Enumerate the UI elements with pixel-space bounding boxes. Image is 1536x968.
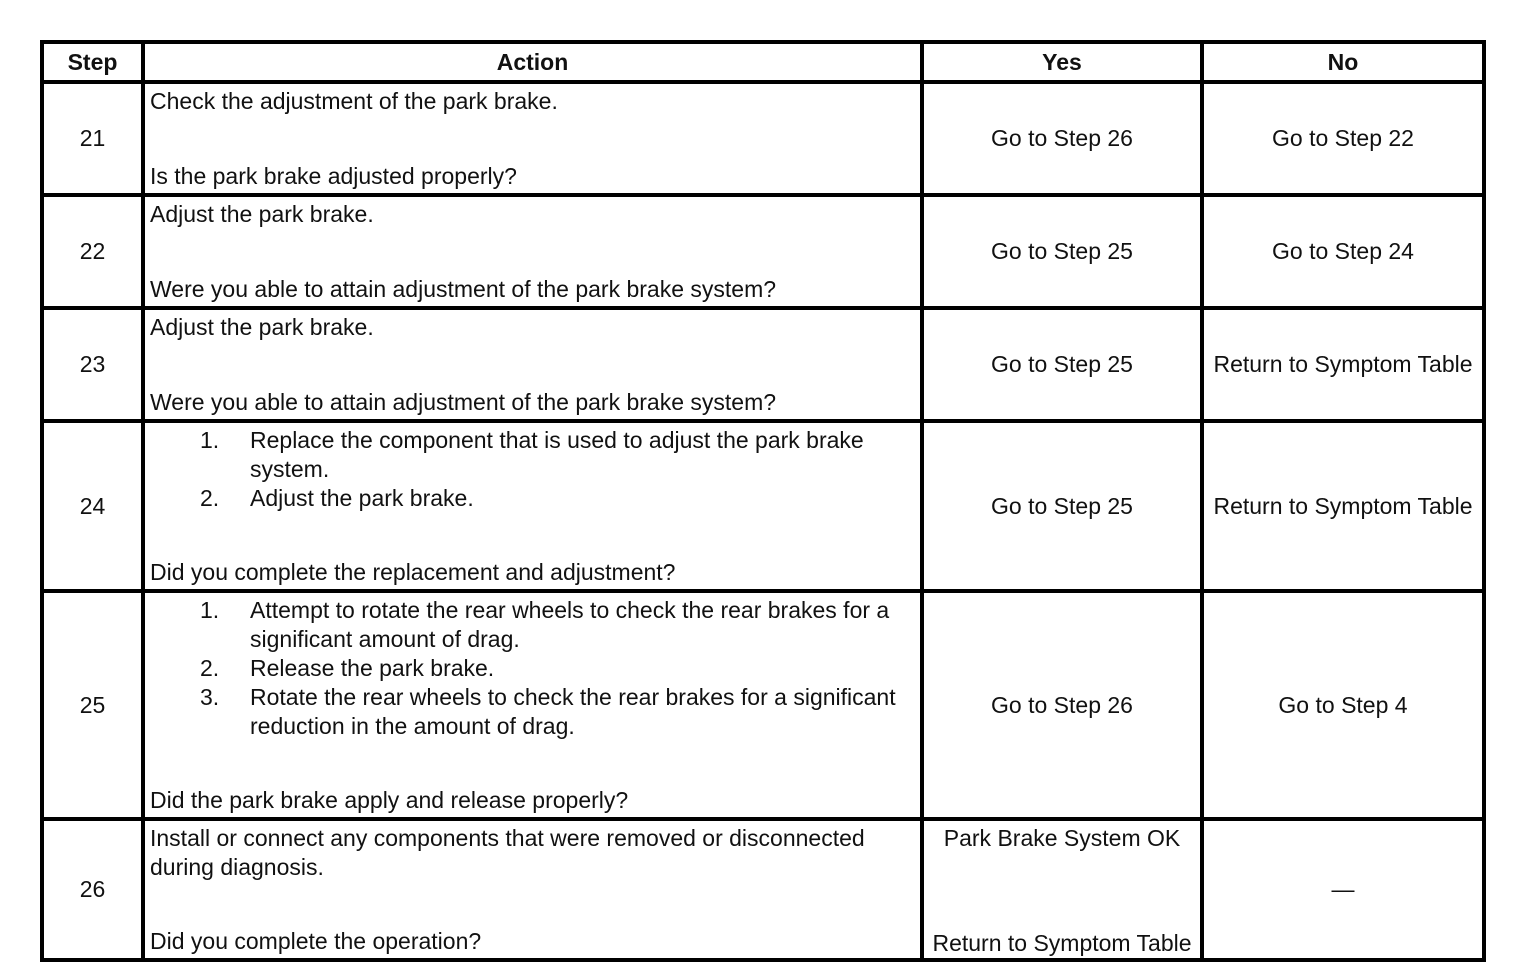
header-row	[42, 42, 1484, 82]
list-text: Rotate the rear wheels to check the rear brakes for a significant reduction in the amount of drag.	[250, 684, 896, 739]
action-cell	[143, 82, 922, 195]
header-step: Step	[42, 42, 143, 82]
no-result: Return to Symptom Table	[1202, 421, 1484, 591]
yes-result: Go to Step 25	[922, 421, 1202, 591]
list-text: Release the park brake.	[250, 655, 495, 681]
no-result: Go to Step 24	[1202, 195, 1484, 308]
table-row	[42, 421, 1484, 591]
yes-result: Go to Step 26	[922, 591, 1202, 819]
list-number: 1.	[200, 597, 220, 623]
table-row	[42, 195, 1484, 308]
step-number: 21	[42, 82, 143, 195]
yes-result: Go to Step 25	[922, 195, 1202, 308]
action-steps-list	[150, 426, 916, 513]
action-text: Check the adjustment of the park brake.	[150, 88, 558, 114]
step-number: 24	[42, 421, 143, 591]
list-item	[150, 654, 916, 683]
action-question: Were you able to attain adjustment of the park brake system?	[150, 389, 777, 415]
list-text: Replace the component that is used to adjust the park brake system.	[250, 427, 864, 482]
action-question: Is the park brake adjusted properly?	[150, 163, 517, 189]
action-text: Adjust the park brake.	[150, 201, 374, 227]
header-no: No	[1202, 42, 1484, 82]
action-cell	[143, 421, 922, 591]
diagnostic-table	[40, 40, 1486, 962]
action-cell	[143, 308, 922, 421]
action-question: Did you complete the replacement and adjustment?	[150, 559, 676, 585]
action-question: Did the park brake apply and release properly?	[150, 787, 629, 813]
list-text: Attempt to rotate the rear wheels to check the rear brakes for a significant amount of drag.	[250, 597, 890, 652]
step-number: 26	[42, 819, 143, 960]
list-number: 1.	[200, 427, 220, 453]
action-steps-list	[150, 596, 916, 741]
list-number: 2.	[200, 485, 220, 511]
no-result: Return to Symptom Table	[1202, 308, 1484, 421]
list-item	[150, 426, 916, 484]
action-text: Install or connect any components that were removed or disconnected during diagnosis.	[150, 825, 865, 880]
header-action: Action	[143, 42, 922, 82]
list-number: 3.	[200, 684, 220, 710]
list-item	[150, 484, 916, 513]
action-question: Were you able to attain adjustment of the park brake system?	[150, 276, 777, 302]
no-result: Go to Step 22	[1202, 82, 1484, 195]
table-row	[42, 591, 1484, 819]
list-number: 2.	[200, 655, 220, 681]
action-cell	[143, 591, 922, 819]
yes-result-ok: Park Brake System OK	[943, 825, 1181, 851]
list-item	[150, 683, 916, 741]
list-item	[150, 596, 916, 654]
yes-result	[922, 819, 1202, 960]
action-text: Adjust the park brake.	[150, 314, 374, 340]
table-row	[42, 819, 1484, 960]
header-yes: Yes	[922, 42, 1202, 82]
step-number: 25	[42, 591, 143, 819]
step-number: 23	[42, 308, 143, 421]
yes-result: Go to Step 25	[922, 308, 1202, 421]
action-question: Did you complete the operation?	[150, 928, 482, 954]
no-result: Go to Step 4	[1202, 591, 1484, 819]
yes-result: Go to Step 26	[922, 82, 1202, 195]
step-number: 22	[42, 195, 143, 308]
list-text: Adjust the park brake.	[250, 485, 474, 511]
table-row	[42, 308, 1484, 421]
action-cell	[143, 195, 922, 308]
table-row	[42, 82, 1484, 195]
yes-result-return: Return to Symptom Table	[932, 930, 1192, 956]
action-cell	[143, 819, 922, 960]
no-result: —	[1202, 819, 1484, 960]
